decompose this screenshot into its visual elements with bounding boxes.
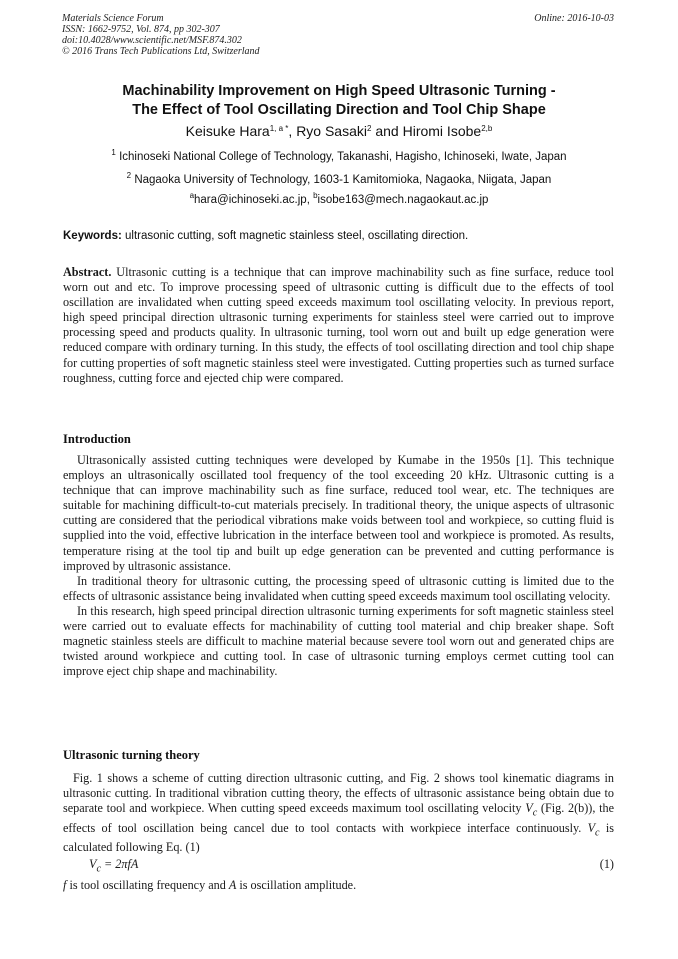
author-emails xyxy=(40,193,638,207)
affiliation-2 xyxy=(40,173,638,187)
email-mark: b xyxy=(313,191,318,200)
author-affiliation-mark: 2 xyxy=(367,124,372,133)
paper-title xyxy=(40,82,638,120)
author-separator: and xyxy=(371,123,403,139)
paragraph: In traditional theory for ultrasonic cutting, the processing speed of ultrasonic cutting is limited due to the effects of ultrasonic assistance being invalidated when cutting speed exceeds maximum tool oscillating velocity. xyxy=(63,573,614,603)
author-list xyxy=(40,122,638,140)
affiliation-mark: 2 xyxy=(126,171,132,180)
variable-A: A xyxy=(228,878,237,892)
doi-line: doi:10.4028/www.scientific.net/MSF.874.302 xyxy=(62,35,242,46)
introduction-body xyxy=(63,453,614,679)
text-run: Fig. 1 shows a scheme of cutting direction ultrasonic cutting, and Fig. 2 shows tool kinematic diagrams in ultrasonic cutting. In traditional vibration cutting theory, the effects of ultrasonic assistance being obtain due to separate tool and workpiece. When cutting speed exceeds maximum tool oscillating velocity xyxy=(63,771,614,816)
author-separator: , xyxy=(288,123,297,139)
variable-V: V xyxy=(587,820,596,835)
email-separator: , xyxy=(306,194,314,206)
affiliation-text: Ichinoseki National College of Technology, Takanashi, Hagisho, Ichinoseki, Iwate, Japan xyxy=(119,151,567,163)
affiliation-mark: 1 xyxy=(111,148,116,157)
email-mark: a xyxy=(189,191,195,200)
subscript-c: c xyxy=(96,863,101,875)
paragraph: Ultrasonically assisted cutting techniques were developed by Kumabe in the 1950s [1]. This technique employs an ultrasonically oscillated tool frequency of the tool exceeding 20 kHz. Ultrasonic cutting is a technique that can improve machinability such as fine surface, reduced tool wear, etc. The techniques are suitable for machining difficult-to-cut materials precisely. In traditional theory, the unique aspects of ultrasonic cutting are considered that the periodical vibrations make voids between tool and workpiece, so cutting fluid is supplied into the void, effective lubrication in the interface between tool and workpiece is promoted. As results, temperature rising at the tool tip and built up edge generation can be prevented and cutting performance is improved by ultrasonic assistance. xyxy=(63,453,614,573)
author-name: Ryo Sasaki xyxy=(296,123,367,139)
text-run: is oscillation amplitude. xyxy=(236,878,357,892)
affiliation-text: Nagaoka University of Technology, 1603-1 Kamitomioka, Nagaoka, Niigata, Japan xyxy=(134,174,552,186)
title-line-2: The Effect of Tool Oscillating Direction and Tool Chip Shape xyxy=(132,102,546,118)
abstract xyxy=(63,265,614,386)
keywords-line xyxy=(63,229,616,243)
author-name: Keisuke Hara xyxy=(185,123,270,139)
author-affiliation-mark: 1, a * xyxy=(269,124,289,133)
theory-body xyxy=(63,771,614,855)
equation-rhs: = 2πfA xyxy=(104,857,139,871)
text-run: is calculated following Eq. (1) xyxy=(63,820,614,855)
email-link[interactable]: isobe163@mech.nagaokaut.ac.jp xyxy=(317,194,489,206)
variable-f: f xyxy=(63,878,67,892)
equation-number: (1) xyxy=(599,857,614,871)
text-run: is tool oscillating frequency and xyxy=(66,878,229,892)
title-line-1: Machinability Improvement on High Speed Ultrasonic Turning - xyxy=(122,83,556,99)
equation-explanation xyxy=(63,878,614,893)
introduction-heading: Introduction xyxy=(63,432,131,446)
copyright-line: © 2016 Trans Tech Publications Ltd, Switzerland xyxy=(62,46,260,57)
subscript-c: c xyxy=(532,807,538,819)
abstract-text: Ultrasonic cutting is a technique that can improve machinability such as fine surface, reduce tool worn out and etc. To improve processing speed of ultrasonic cutting is difficult due to the effects of tool oscillation are invalidated when cutting speed exceeds maximum tool oscillating velocity. In previous report, high speed principal direction ultrasonic turning experiments for stainless steel were carried out to improve processing speed and products quality. In ultrasonic turning, tool worn out and built up edge generation were reduced compare with ordinary turning. In this study, the effects of tool oscillating direction and tool chip shape for cutting properties of soft magnetic stainless steel were investigated. Cutting properties such as turned surface roughness, cutting force and ejected chip were compared. xyxy=(63,265,615,385)
theory-heading: Ultrasonic turning theory xyxy=(63,748,200,762)
affiliation-1 xyxy=(40,150,638,164)
abstract-label: Abstract. xyxy=(63,265,112,279)
paragraph xyxy=(63,771,614,855)
issn-line: ISSN: 1662-9752, Vol. 874, pp 302-307 xyxy=(62,24,220,35)
keywords-label: Keywords: xyxy=(63,230,122,242)
variable-V: V xyxy=(89,857,97,871)
subscript-c: c xyxy=(595,827,600,839)
email-link[interactable]: hara@ichinoseki.ac.jp xyxy=(194,194,307,206)
online-date: Online: 2016-10-03 xyxy=(534,13,614,24)
equation-body xyxy=(89,857,138,876)
keywords-text: ultrasonic cutting, soft magnetic stainless steel, oscillating direction. xyxy=(125,230,469,242)
paragraph: In this research, high speed principal direction ultrasonic turning experiments for soft magnetic stainless steel were carried out to evaluate effects for machinability of cutting tool material and chip breaker shape. Soft magnetic stainless steels are difficult to machine material because severe tool worn out and generated chips are twisted around workpiece and cutting tool. In case of ultrasonic turning employs cermet cutting tool can improve eject chip shape and machinability. xyxy=(63,603,614,679)
journal-header xyxy=(62,13,260,57)
journal-name: Materials Science Forum xyxy=(62,13,164,24)
author-name: Hiromi Isobe xyxy=(402,123,482,139)
variable-V: V xyxy=(525,801,533,816)
text-run: (Fig. 2(b)), the effects of tool oscillation being cancel due to tool contacts with workpiece interface continuously. xyxy=(63,801,614,835)
author-affiliation-mark: 2,b xyxy=(481,124,493,133)
